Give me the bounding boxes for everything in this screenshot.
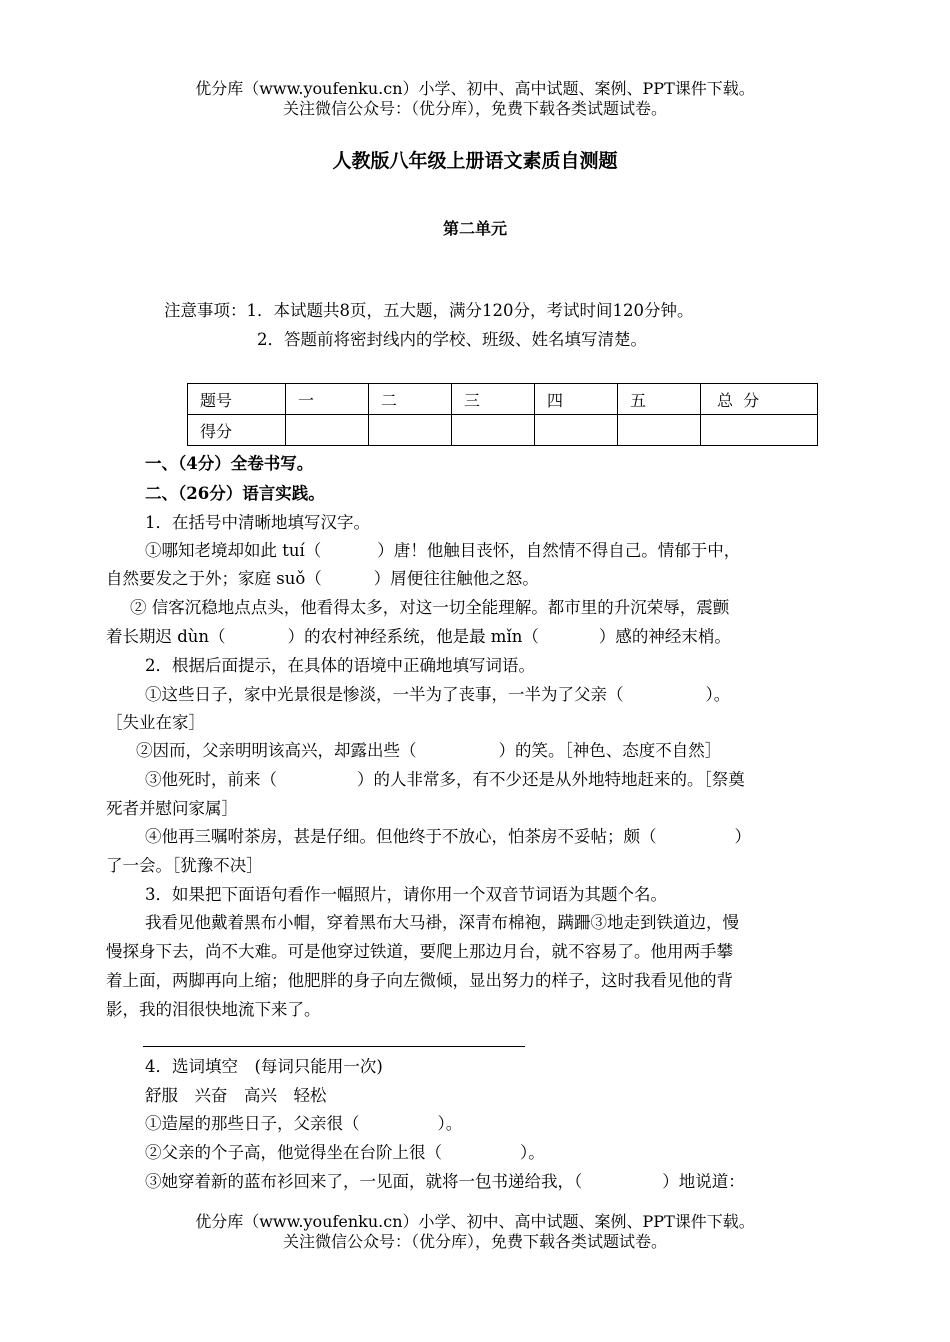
score-input-total[interactable] [701, 415, 818, 446]
q2-line-1-a: ①这些日子，家中光景很是惨淡，一半为了丧事，一半为了父亲（ [145, 685, 624, 704]
score-table-score-row [188, 415, 818, 446]
q4-line-1-b: ）。 [437, 1114, 463, 1133]
score-table-header-row [188, 384, 818, 415]
unit-subtitle: 第二单元 [442, 219, 507, 238]
score-cell-1: 一 [286, 384, 369, 415]
section-1-heading: 一、（4分）全卷书写。 [145, 454, 314, 473]
q2-line-6-b: ） [734, 827, 751, 846]
q4-line-1 [145, 1114, 462, 1134]
score-input-1[interactable] [286, 415, 369, 446]
q1-line-2 [106, 569, 539, 589]
q2-line-6 [145, 827, 751, 847]
q2-line-6-a: ④他再三嘱咐茶房，甚是仔细。但他终于不放心，怕茶房不妥帖；颇（ [145, 827, 657, 846]
q4-line-3-a: ③她穿着新的蓝布衫回来了，一见面，就将一包书递给我，（ [145, 1172, 583, 1191]
score-input-4[interactable] [535, 415, 618, 446]
q2-line-1 [145, 685, 730, 705]
score-input-2[interactable] [369, 415, 452, 446]
q3-line-1: 我看见他戴着黑布小帽，穿着黑布大马褂，深青布棉袍，蹒跚③地走到铁道边，慢 [145, 913, 739, 932]
q1-line-1-a: ①哪知老境却如此 tuí（ [145, 541, 322, 560]
q2-line-3-b: ）的笑。［神色、态度不自然］ [498, 741, 722, 760]
score-input-3[interactable] [452, 415, 535, 446]
q3-line-3: 着上面，两脚再向上缩；他肥胖的身子向左微倾，显出努力的样子，这时我看见他的背 [106, 971, 733, 990]
score-table [187, 383, 818, 446]
q2-line-3-a: ②因而，父亲明明该高兴，却露出些（ [136, 741, 417, 760]
q1-line-2-a: 自然要发之于外；家庭 suǒ（ [106, 569, 322, 588]
q2-line-4-a: ③他死时，前来（ [145, 770, 277, 789]
score-cell-total: 总 分 [701, 384, 818, 415]
notes-line-2: 2．答题前将密封线内的学校、班级、姓名填写清楚。 [257, 330, 647, 349]
q2-line-2: ［失业在家］ [106, 713, 205, 732]
score-cell-5: 五 [618, 384, 701, 415]
score-cell-3: 三 [452, 384, 535, 415]
q1-line-4 [106, 627, 731, 647]
q2-stem: 2．根据后面提示，在具体的语境中正确地填写词语。 [145, 656, 535, 675]
q4-line-2-a: ②父亲的个子高，他觉得坐在台阶上很（ [145, 1143, 442, 1162]
q4-line-3 [145, 1172, 745, 1192]
footer-line-1: 优分库（www.youfenku.cn）小学、初中、高中试题、案例、PPT课件下载。 [195, 1212, 755, 1231]
notes-line-1: 注意事项：1．本试题共8页，五大题，满分120分，考试时间120分钟。 [164, 301, 694, 320]
q4-line-2 [145, 1143, 545, 1163]
q1-line-4-a: 着长期迟 dùn（ [106, 627, 226, 646]
header-line-2: 关注微信公众号：（优分库），免费下载各类试题试卷。 [282, 99, 667, 118]
q3-line-2: 慢探身下去，尚不大难。可是他穿过铁道，要爬上那边月台，就不容易了。他用两手攀 [106, 942, 733, 961]
q2-line-5: 死者并慰问家属］ [106, 799, 238, 818]
score-cell-4: 四 [535, 384, 618, 415]
q1-line-2-b: ）屑便往往触他之怒。 [373, 569, 539, 588]
q1-line-1 [145, 541, 740, 561]
section-2-heading: 二、（26分）语言实践。 [145, 484, 325, 503]
q4-word-bank: 舒服 兴奋 高兴 轻松 [145, 1086, 327, 1105]
q1-line-4-b: ）的农村神经系统，他是最 mǐn（ [287, 627, 539, 646]
q4-line-3-b: ）地说道： [662, 1172, 745, 1191]
q4-line-1-a: ①造屋的那些日子，父亲很（ [145, 1114, 360, 1133]
q3-stem: 3．如果把下面语句看作一幅照片，请你用一个双音节词语为其题个名。 [145, 885, 667, 904]
score-cell-label: 题号 [188, 384, 286, 415]
page-title: 人教版八年级上册语文素质自测题 [332, 150, 618, 172]
q1-line-1-b: ）唐！他触目丧怀，自然情不得自己。情郁于中， [377, 541, 741, 560]
q2-line-7: 了一会。［犹豫不决］ [106, 856, 263, 875]
score-input-5[interactable] [618, 415, 701, 446]
score-cell-2: 二 [369, 384, 452, 415]
q4-line-2-b: ）。 [520, 1143, 545, 1162]
q1-line-3: ② 信客沉稳地点点头，他看得太多，对这一切全能理解。都市里的升沉荣辱，震颤 [130, 598, 730, 617]
q2-line-4-b: ）的人非常多，有不少还是从外地特地赶来的。［祭奠 [357, 770, 745, 789]
q2-line-1-b: ）。 [705, 685, 731, 704]
score-row-label: 得分 [188, 415, 286, 446]
q2-line-3 [136, 741, 721, 761]
q3-answer-line[interactable] [143, 1046, 525, 1047]
q1-stem: 1．在括号中清晰地填写汉字。 [145, 513, 370, 532]
q2-line-4 [145, 770, 745, 790]
q1-line-4-c: ）感的神经末梢。 [598, 627, 731, 646]
footer-line-2: 关注微信公众号：（优分库），免费下载各类试题试卷。 [282, 1232, 667, 1251]
header-line-1: 优分库（www.youfenku.cn）小学、初中、高中试题、案例、PPT课件下载。 [195, 79, 755, 98]
q4-stem: 4．选词填空 (每词只能用一次) [145, 1057, 383, 1076]
q3-line-4: 影，我的泪很快地流下来了。 [106, 1000, 321, 1019]
